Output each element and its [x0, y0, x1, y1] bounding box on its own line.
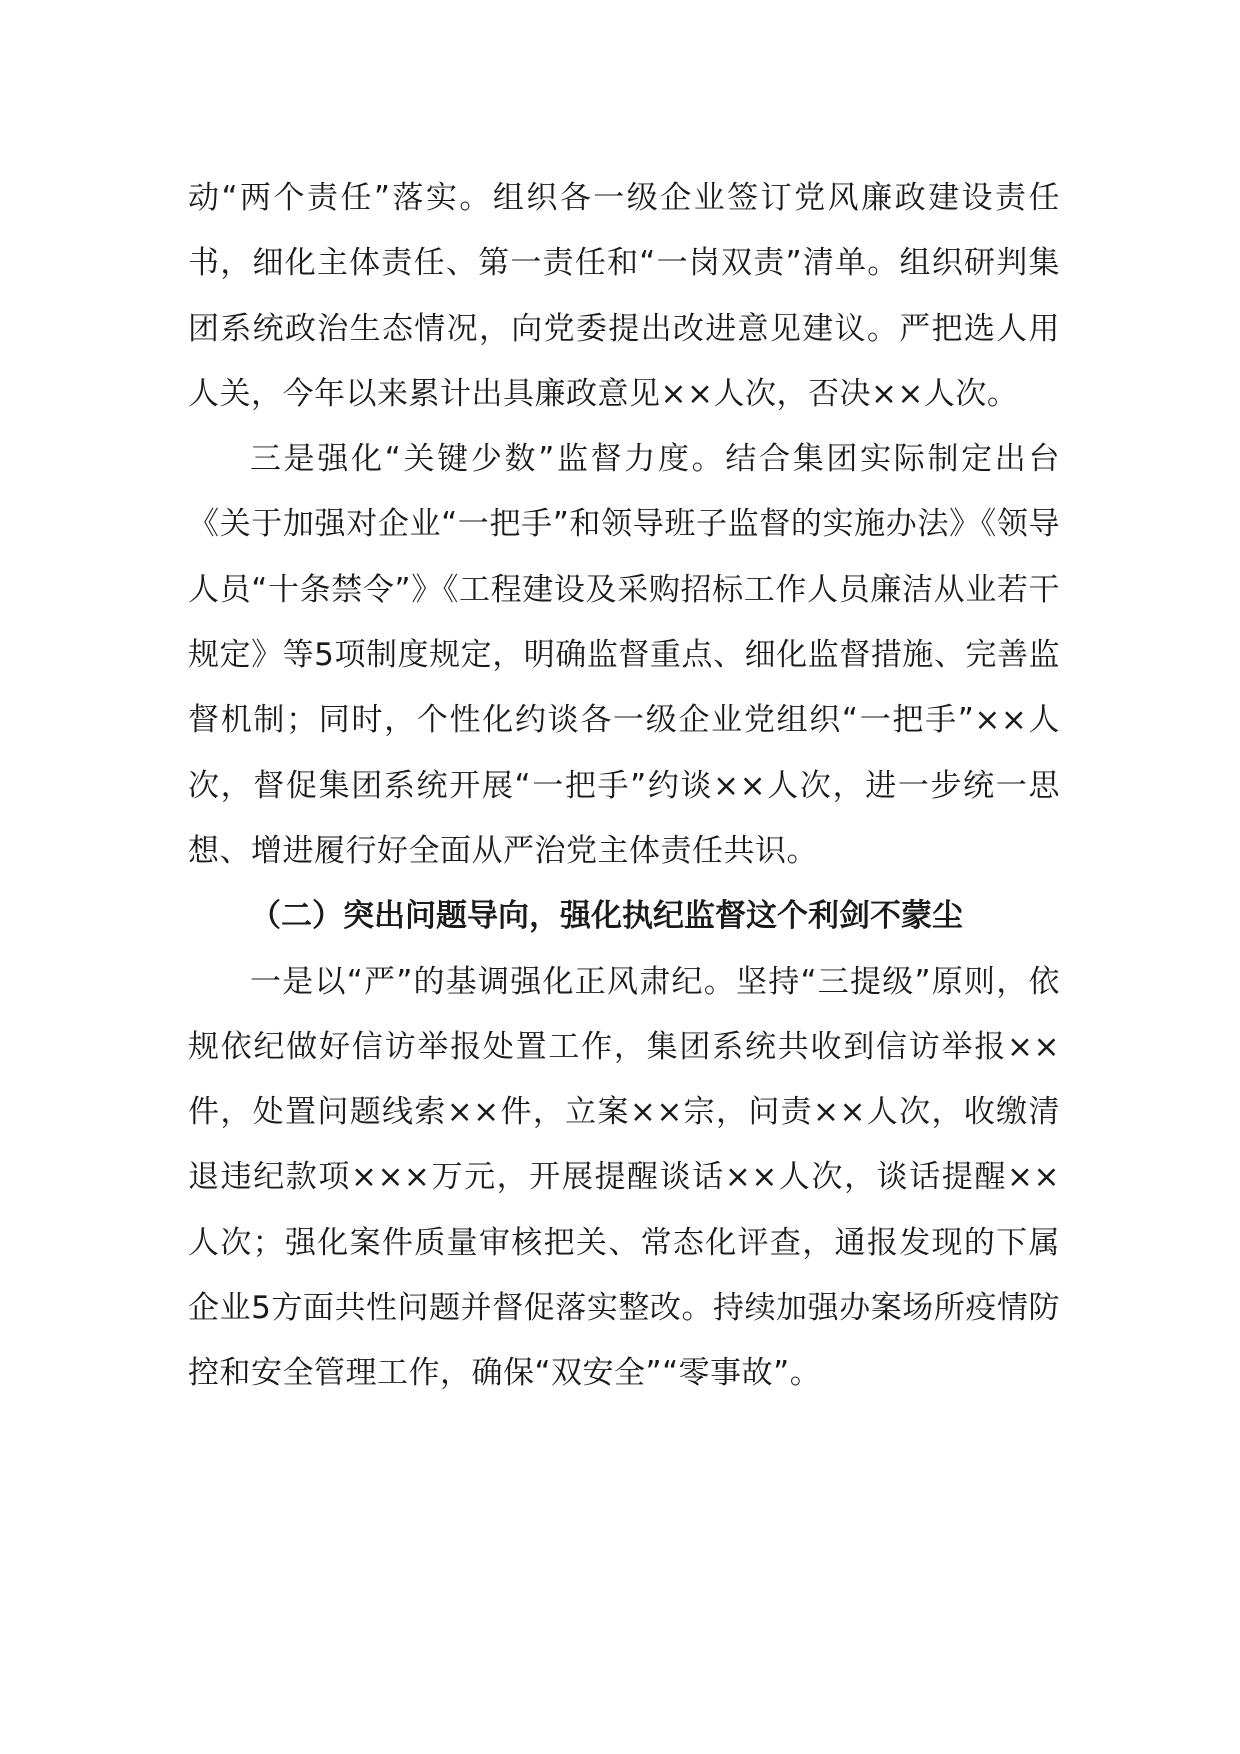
paragraph-two-responsibilities: 动“两个责任”落实。组织各一级企业签订党风廉政建设责任书，细化主体责任、第一责任和“一岗双责”清单。组织研判集团系统政治生态情况，向党委提出改进意见建议。严把选人用人关，今年以来累计出具廉政意见××人次，否决××人次。: [188, 180, 1060, 412]
paragraph-key-minority-supervision: 三是强化“关键少数”监督力度。结合集团实际制定出台《关于加强对企业“一把手”和领导班子监督的实施办法》《领导人员“十条禁令”》《工程建设及采购招标工作人员廉洁从业若干规定》等5项制度规定，明确监督重点、细化监督措施、完善监督机制；同时，个性化约谈各一级企业党组织“一把手”××人次，督促集团系统开展“一把手”约谈××人次，进一步统一思想、增进履行好全面从严治党主体责任共识。: [188, 441, 1060, 869]
section-heading-problem-orientation: （二）突出问题导向，强化执纪监督这个利剑不蒙尘: [250, 898, 963, 935]
paragraph-strict-discipline: 一是以“严”的基调强化正风肃纪。坚持“三提级”原则，依规依纪做好信访举报处置工作，集团系统共收到信访举报××件，处置问题线索××件，立案××宗，问责××人次，收缴清退违纪款项×××万元，开展提醒谈话××人次，谈话提醒××人次；强化案件质量审核把关、常态化评查，通报发现的下属企业5方面共性问题并督促落实整改。持续加强办案场所疫情防控和安全管理工作，确保“双安全”“零事故”。: [188, 963, 1060, 1392]
document-body: [188, 166, 1060, 1407]
